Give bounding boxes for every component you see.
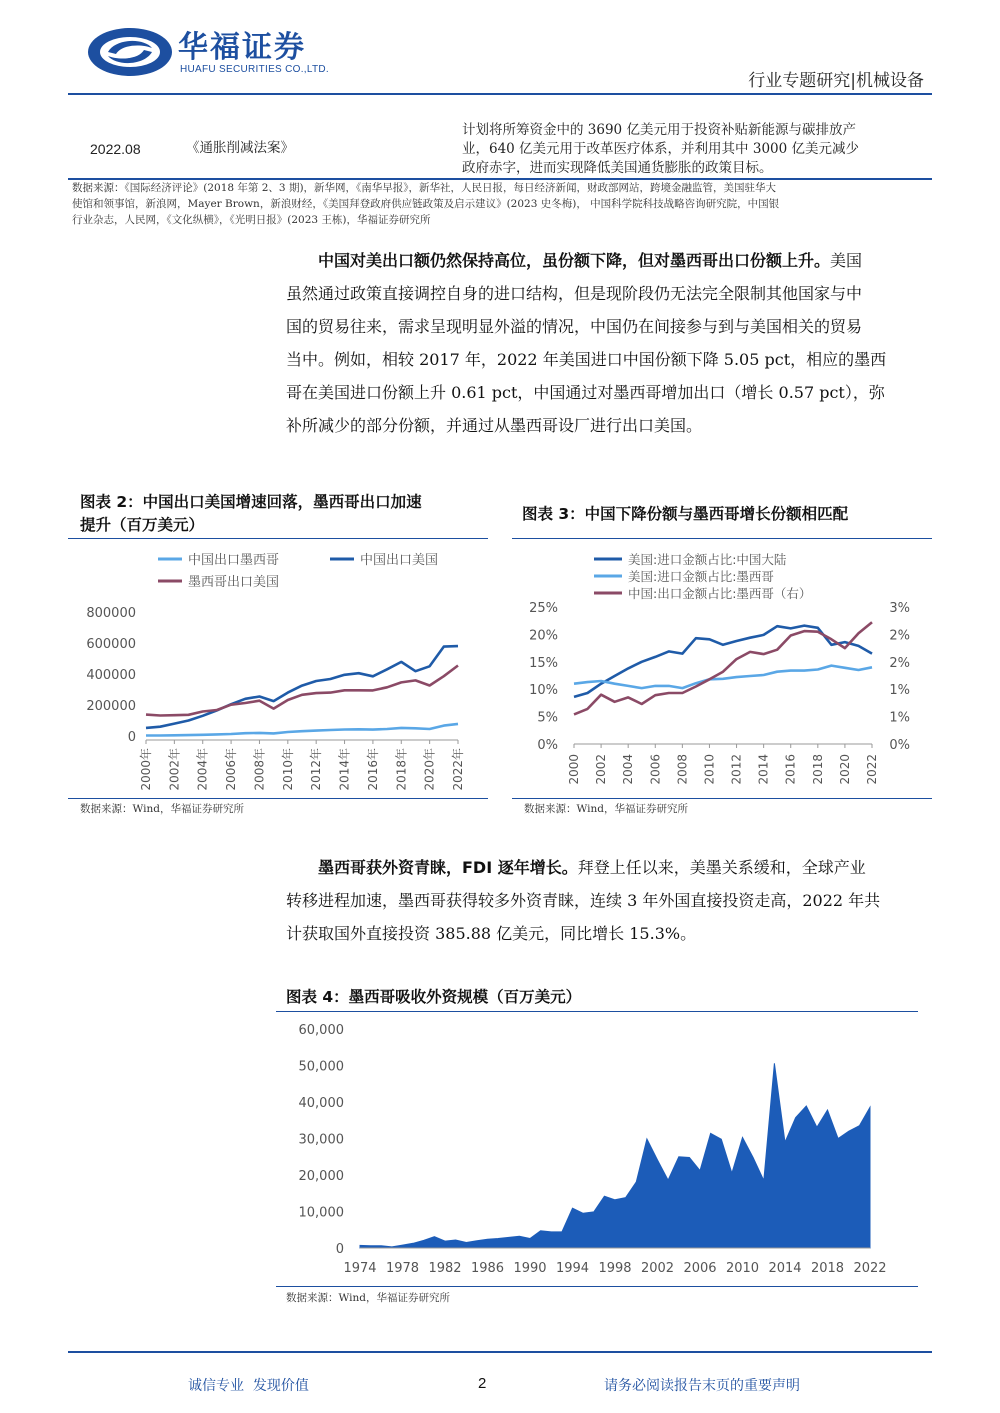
x-tick-label: 2008年 bbox=[252, 748, 267, 791]
x-tick-label: 2020年 bbox=[422, 748, 437, 791]
y-tick-label-right: 1% bbox=[889, 710, 910, 726]
x-tick-label: 1990 bbox=[513, 1261, 547, 1276]
x-tick-label: 2022 bbox=[853, 1261, 887, 1276]
x-tick-label: 2014 bbox=[756, 754, 771, 785]
legend-label: 美国:进口金额占比:墨西哥 bbox=[628, 569, 774, 584]
x-tick-label: 2006 bbox=[648, 754, 663, 785]
policy-description bbox=[462, 121, 922, 178]
x-tick-label: 2004年 bbox=[195, 748, 210, 791]
legend-label: 中国出口美国 bbox=[360, 553, 439, 568]
x-tick-label: 2008 bbox=[675, 754, 690, 785]
policy-date: 2022.08 bbox=[90, 141, 141, 157]
logo-text: 华福证券 bbox=[178, 30, 306, 65]
paragraph-1-line: 虽然通过政策直接调控自身的进口结构，但是现阶段仍无法完全限制其他国家与中 bbox=[286, 284, 863, 303]
figure-3-bottom-rule bbox=[512, 798, 932, 799]
x-tick-label: 2022 bbox=[865, 754, 879, 785]
paragraph-1-line: 当中。例如，相较 2017 年，2022 年美国进口中国份额下降 5.05 pct，相应的墨西 bbox=[286, 350, 887, 369]
policy-desc-line: 业，640 亿美元用于改革医疗体系，并利用其中 3000 亿美元减少 bbox=[462, 141, 859, 157]
paragraph-1-lead: 中国对美出口额仍然保持高位，虽份额下降，但对墨西哥出口份额上升。 bbox=[318, 251, 831, 270]
x-tick-label: 1998 bbox=[598, 1261, 632, 1276]
y-tick-label-left: 5% bbox=[537, 710, 558, 726]
y-tick-label-left: 25% bbox=[529, 601, 558, 616]
figure-2-source: 数据来源：Wind，华福证券研究所 bbox=[80, 803, 244, 815]
footer-slogan: 诚信专业 发现价值 bbox=[188, 1378, 309, 1394]
header-rule bbox=[68, 93, 932, 95]
paragraph-1 bbox=[286, 244, 928, 442]
report-category: 行业专题研究|机械设备 bbox=[748, 71, 924, 91]
x-tick-label: 2002 bbox=[640, 1261, 675, 1276]
figure-3-top-rule bbox=[512, 538, 932, 539]
x-tick-label: 2014 bbox=[768, 1261, 802, 1276]
paragraph-2-line: 计获取国外直接投资 385.88 亿美元，同比增长 15.3%。 bbox=[286, 924, 697, 943]
legend-label: 中国:出口金额占比:墨西哥（右） bbox=[628, 586, 812, 601]
y-tick-label: 10,000 bbox=[298, 1205, 344, 1221]
series-line bbox=[574, 666, 872, 689]
x-tick-label: 2016年 bbox=[365, 748, 380, 791]
y-tick-label-left: 20% bbox=[529, 628, 558, 644]
x-tick-label: 2018年 bbox=[394, 748, 409, 791]
y-tick-label: 50,000 bbox=[298, 1059, 344, 1075]
figure-2-bottom-rule bbox=[68, 798, 488, 799]
series-line bbox=[146, 646, 458, 728]
paragraph-1-line: 美国 bbox=[830, 251, 863, 270]
x-tick-label: 2014年 bbox=[337, 748, 352, 791]
x-tick-label: 2020 bbox=[837, 754, 852, 785]
x-tick-label: 2018 bbox=[810, 754, 825, 785]
x-tick-label: 2010 bbox=[725, 1261, 760, 1276]
table-source bbox=[72, 180, 934, 228]
figure-4-source: 数据来源：Wind，华福证券研究所 bbox=[286, 1292, 450, 1304]
x-tick-label: 1974 bbox=[343, 1261, 377, 1276]
page-number: 2 bbox=[478, 1375, 487, 1392]
x-tick-label: 2018 bbox=[810, 1261, 845, 1276]
legend-label: 中国出口墨西哥 bbox=[188, 553, 280, 568]
y-tick-label: 40,000 bbox=[298, 1096, 344, 1111]
y-tick-label-right: 1% bbox=[889, 683, 910, 699]
y-tick-label: 30,000 bbox=[298, 1132, 344, 1148]
huafu-logo-icon bbox=[86, 26, 174, 78]
figure-4-top-rule bbox=[276, 1011, 918, 1012]
y-tick-label: 0 bbox=[127, 730, 136, 745]
footer-rule bbox=[68, 1351, 932, 1353]
x-tick-label: 1978 bbox=[385, 1261, 420, 1276]
x-tick-label: 2012 bbox=[729, 754, 744, 785]
y-tick-label-left: 10% bbox=[529, 683, 558, 699]
paragraph-2-line: 转移进程加速，墨西哥获得较多外资青睐，连续 3 年外国直接投资走高，2022 年共 bbox=[286, 891, 881, 910]
y-tick-label-right: 0% bbox=[889, 738, 910, 753]
figure-2-title-line: 提升（百万美元） bbox=[80, 516, 205, 534]
fdi-area bbox=[360, 1063, 870, 1248]
paragraph-1-line: 国的贸易往来，需求呈现明显外溢的情况，中国仍在间接参与到与美国相关的贸易 bbox=[286, 317, 863, 336]
y-tick-label-right: 3% bbox=[889, 601, 910, 616]
y-tick-label: 0 bbox=[335, 1242, 344, 1257]
x-tick-label: 2004 bbox=[621, 754, 636, 785]
table-source-line: 行业杂志，人民网，《文化纵横》，《光明日报》(2023 王栋)，华福证券研究所 bbox=[72, 214, 431, 226]
y-tick-label-left: 0% bbox=[537, 738, 558, 753]
figure-4-chart bbox=[276, 1013, 918, 1285]
legend-label: 美国:进口金额占比:中国大陆 bbox=[628, 552, 787, 567]
x-tick-label: 2006年 bbox=[224, 748, 239, 791]
series-line bbox=[146, 666, 458, 716]
paragraph-1-line: 补所减少的部分份额，并通过从墨西哥设厂进行出口美国。 bbox=[286, 416, 703, 435]
x-tick-label: 2010 bbox=[702, 754, 717, 785]
series-line bbox=[146, 724, 458, 736]
y-tick-label-right: 2% bbox=[889, 655, 910, 671]
y-tick-label: 20,000 bbox=[298, 1169, 344, 1184]
x-tick-label: 2002 bbox=[594, 754, 609, 785]
table-source-line: 使馆和领事馆，新浪网，Mayer Brown，新浪财经，《美国拜登政府供应链政策及启示建议》(2023 史冬梅)， 中国科学院科技战略咨询研究院，中国银 bbox=[72, 198, 780, 210]
figure-4-bottom-rule bbox=[276, 1286, 918, 1287]
figure-2-title-line: 图表 2：中国出口美国增速回落，墨西哥出口加速 bbox=[80, 493, 422, 511]
x-tick-label: 1994 bbox=[555, 1261, 590, 1276]
x-tick-label: 2012年 bbox=[309, 748, 324, 791]
y-tick-label: 400000 bbox=[86, 668, 136, 683]
table-source-line: 数据来源：《国际经济评论》(2018 年第 2、3 期)，新华网，《南华早报》，新华社，人民日报，每日经济新闻，财政部网站，跨境金融监管，美国驻华大 bbox=[72, 182, 777, 194]
x-tick-label: 1986 bbox=[470, 1261, 505, 1276]
figure-2-top-rule bbox=[68, 538, 488, 539]
logo-subtitle: HUAFU SECURITIES CO.,LTD. bbox=[180, 64, 329, 75]
y-tick-label: 800000 bbox=[86, 606, 136, 621]
x-tick-label: 2016 bbox=[783, 754, 798, 785]
y-tick-label: 200000 bbox=[86, 699, 136, 714]
x-tick-label: 2010年 bbox=[280, 748, 295, 791]
paragraph-2-lead: 墨西哥获外资青睐，FDI 逐年增长。 bbox=[318, 858, 578, 877]
policy-name: 《通胀削减法案》 bbox=[186, 140, 294, 156]
figure-3-chart bbox=[512, 540, 932, 798]
figure-2-chart bbox=[68, 540, 488, 798]
x-tick-label: 2006 bbox=[683, 1261, 717, 1276]
paragraph-2 bbox=[286, 851, 928, 950]
figure-3-title: 图表 3：中国下降份额与墨西哥增长份额相匹配 bbox=[522, 505, 849, 523]
x-tick-label: 1982 bbox=[428, 1261, 462, 1276]
series-line bbox=[574, 622, 872, 714]
y-tick-label-left: 15% bbox=[529, 655, 558, 671]
figure-2-title bbox=[80, 491, 422, 537]
paragraph-1-line: 哥在美国进口份额上升 0.61 pct，中国通过对墨西哥增加出口（增长 0.57 pct），弥 bbox=[286, 383, 885, 402]
policy-desc-line: 计划将所筹资金中的 3690 亿美元用于投资补贴新能源与碳排放产 bbox=[462, 122, 856, 138]
x-tick-label: 2002年 bbox=[167, 748, 182, 791]
policy-desc-line: 政府赤字，进而实现降低美国通货膨胀的政策目标。 bbox=[462, 160, 773, 176]
figure-4-title: 图表 4：墨西哥吸收外资规模（百万美元） bbox=[286, 988, 582, 1006]
figure-3-source: 数据来源：Wind，华福证券研究所 bbox=[524, 803, 688, 815]
y-tick-label-right: 2% bbox=[889, 628, 910, 644]
x-tick-label: 2000年 bbox=[139, 748, 153, 791]
legend-label: 墨西哥出口美国 bbox=[188, 575, 280, 590]
x-tick-label: 2000 bbox=[567, 754, 581, 785]
x-tick-label: 2022年 bbox=[451, 748, 465, 791]
y-tick-label: 60,000 bbox=[298, 1023, 344, 1038]
footer-disclaimer: 请务必阅读报告末页的重要声明 bbox=[604, 1378, 800, 1394]
paragraph-2-line: 拜登上任以来，美墨关系缓和，全球产业 bbox=[577, 858, 866, 877]
y-tick-label: 600000 bbox=[86, 637, 136, 652]
